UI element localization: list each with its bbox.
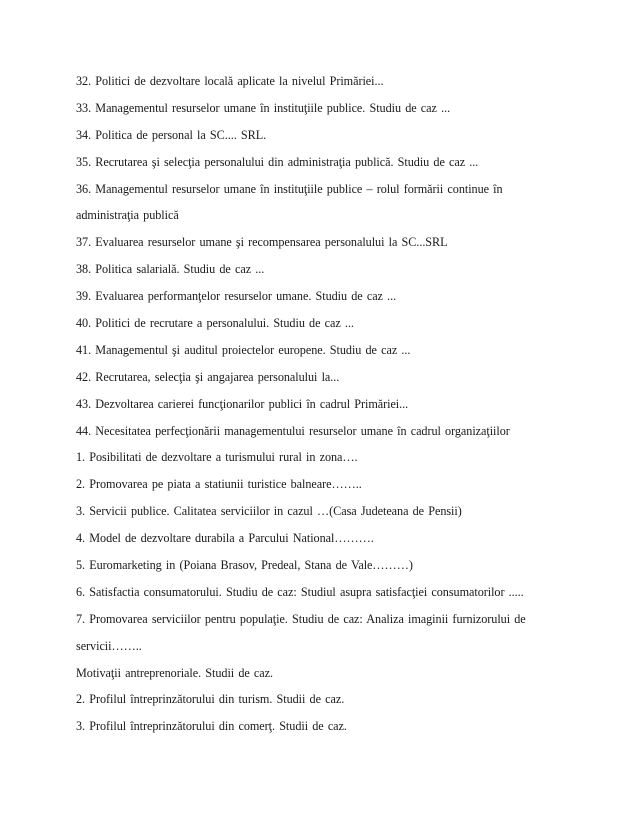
list-item: 36. Managementul resurselor umane în instituţiile publice – rolul formării continue în — [76, 181, 503, 196]
list-item: 40. Politici de recrutare a personalului. Studiu de caz ... — [76, 316, 354, 331]
list-item: 38. Politica salarială. Studiu de caz ... — [76, 262, 265, 277]
list-item: 44. Necesitatea perfecţionării managementului resurselor umane în cadrul organizaţiilor — [76, 423, 510, 438]
list-item-continuation: servicii…….. — [76, 638, 142, 653]
list-item: 42. Recrutarea, selecţia şi angajarea personalului la... — [76, 369, 340, 384]
list-item: 41. Managementul şi auditul proiectelor europene. Studiu de caz ... — [76, 342, 411, 357]
list-item: 1. Posibilitati de dezvoltare a turismului rural in zona…. — [76, 450, 358, 465]
list-item: 6. Satisfactia consumatorului. Studiu de caz: Studiul asupra satisfacţiei consumatorilor ..... — [76, 584, 524, 599]
list-item: 2. Profilul întreprinzătorului din turism. Studii de caz. — [76, 692, 345, 707]
list-item: 3. Profilul întreprinzătorului din comerţ. Studii de caz. — [76, 719, 347, 734]
list-item: 7. Promovarea serviciilor pentru populaţie. Studiu de caz: Analiza imaginii furnizorului de — [76, 611, 526, 626]
list-item: 3. Servicii publice. Calitatea serviciilor in cazul …(Casa Judeteana de Pensii) — [76, 504, 462, 519]
list-item: 34. Politica de personal la SC.... SRL. — [76, 127, 267, 142]
list-item: 2. Promovarea pe piata a statiunii turistice balneare…….. — [76, 477, 362, 492]
list-item: 37. Evaluarea resurselor umane şi recompensarea personalului la SC...SRL — [76, 235, 448, 250]
list-item: 4. Model de dezvoltare durabila a Parcului National………. — [76, 531, 374, 546]
list-item: 35. Recrutarea şi selecţia personalului din administraţia publică. Studiu de caz ... — [76, 154, 479, 169]
list-item: 39. Evaluarea performanţelor resurselor umane. Studiu de caz ... — [76, 289, 397, 304]
list-item: 5. Euromarketing in (Poiana Brasov, Predeal, Stana de Vale………) — [76, 558, 413, 573]
list-item: 43. Dezvoltarea carierei funcţionarilor publici în cadrul Primăriei... — [76, 396, 409, 411]
list-item: 33. Managementul resurselor umane în instituţiile publice. Studiu de caz ... — [76, 100, 451, 115]
list-item-continuation: administraţia publică — [76, 208, 179, 223]
list-item: Motivaţii antreprenoriale. Studii de caz. — [76, 665, 274, 680]
topic-list — [76, 70, 576, 742]
list-item: 32. Politici de dezvoltare locală aplicate la nivelul Primăriei... — [76, 74, 384, 88]
